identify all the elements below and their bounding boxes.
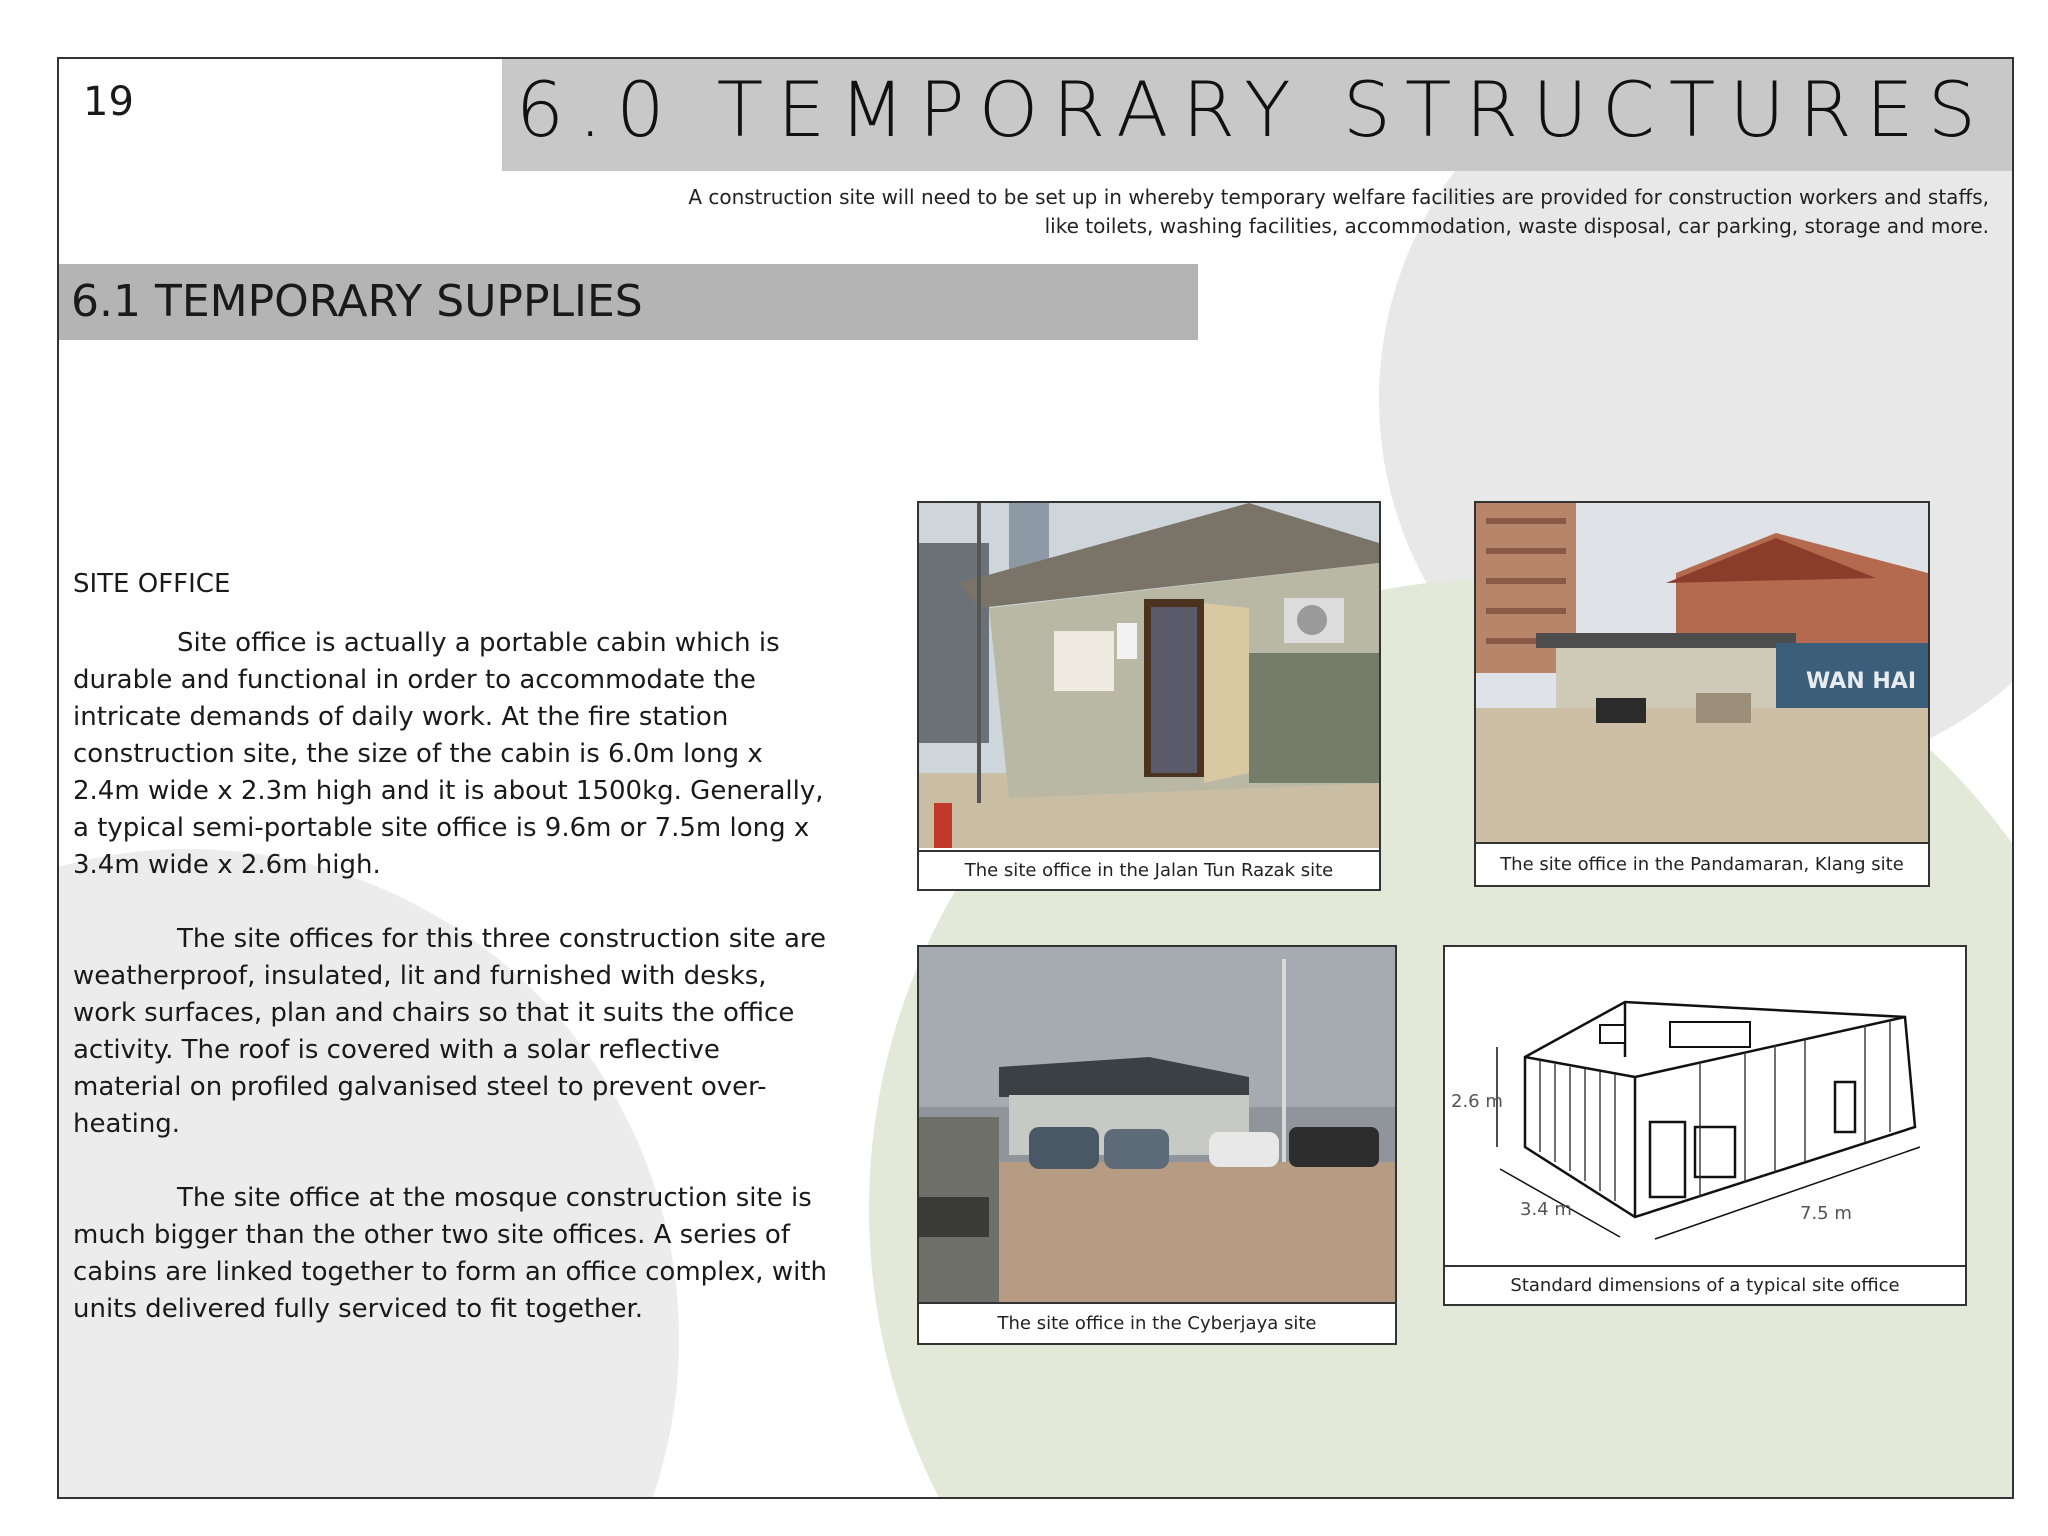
subsection-band [59,264,1198,340]
paragraph: The site office at the mosque construction site is much bigger than the other two site offices. A series of cabins are linked together to form an office complex, with units delivered fully serviced to fit together. [73,1183,827,1324]
figure-pandamaran-klang [1474,501,1930,887]
container-sign-text: WAN HAI [1806,669,1916,694]
page-title: 6.0 TEMPORARY STRUCTURES [515,65,1990,154]
length-dimension: 7.5 m [1800,1203,1852,1224]
paragraph: Site office is actually a portable cabin which is durable and functional in order to accommodate the intricate demands of daily work. At the fire station construction site, the size of the cabin is 6.0m long x 2.4m wide x 2.3m high and it is about 1500kg. Generally, a typical semi-portable site office is 9.6m or 7.5m long x 3.4m wide x 2.6m high. [73,628,824,880]
figure-caption: The site office in the Cyberjaya site [919,1302,1395,1343]
page-frame [57,57,2014,1499]
site-office-photo [919,503,1379,848]
section-label: SITE OFFICE [73,569,231,599]
figure-standard-dimensions [1443,945,1967,1306]
site-office-photo [1476,503,1928,842]
subsection-title: 6.1 TEMPORARY SUPPLIES [71,276,643,327]
figure-cyberjaya [917,945,1397,1345]
paragraph: The site offices for this three construction site are weatherproof, insulated, lit and furnished with desks, work surfaces, plan and chairs so that it suits the office activity. The roof is covered with a solar reflective material on profiled galvanised steel to prevent over-heating. [73,924,826,1139]
height-dimension: 2.6 m [1451,1091,1503,1112]
width-dimension: 3.4 m [1520,1199,1572,1220]
page-number: 19 [83,79,134,125]
figure-jalan-tun-razak [917,501,1381,891]
figure-caption: Standard dimensions of a typical site office [1445,1265,1965,1304]
title-band [502,59,2012,171]
site-office-sketch [1445,947,1965,1265]
intro-text: A construction site will need to be set up in whereby temporary welfare facilities are provided for construction workers and staffs, like toilets, washing facilities, accommodation, waste disposal, car parking, storage and more. [688,185,1989,238]
body-text [73,625,833,1365]
figure-caption: The site office in the Pandamaran, Klang site [1476,842,1928,885]
site-office-photo [919,947,1395,1302]
figure-caption: The site office in the Jalan Tun Razak site [919,850,1379,889]
